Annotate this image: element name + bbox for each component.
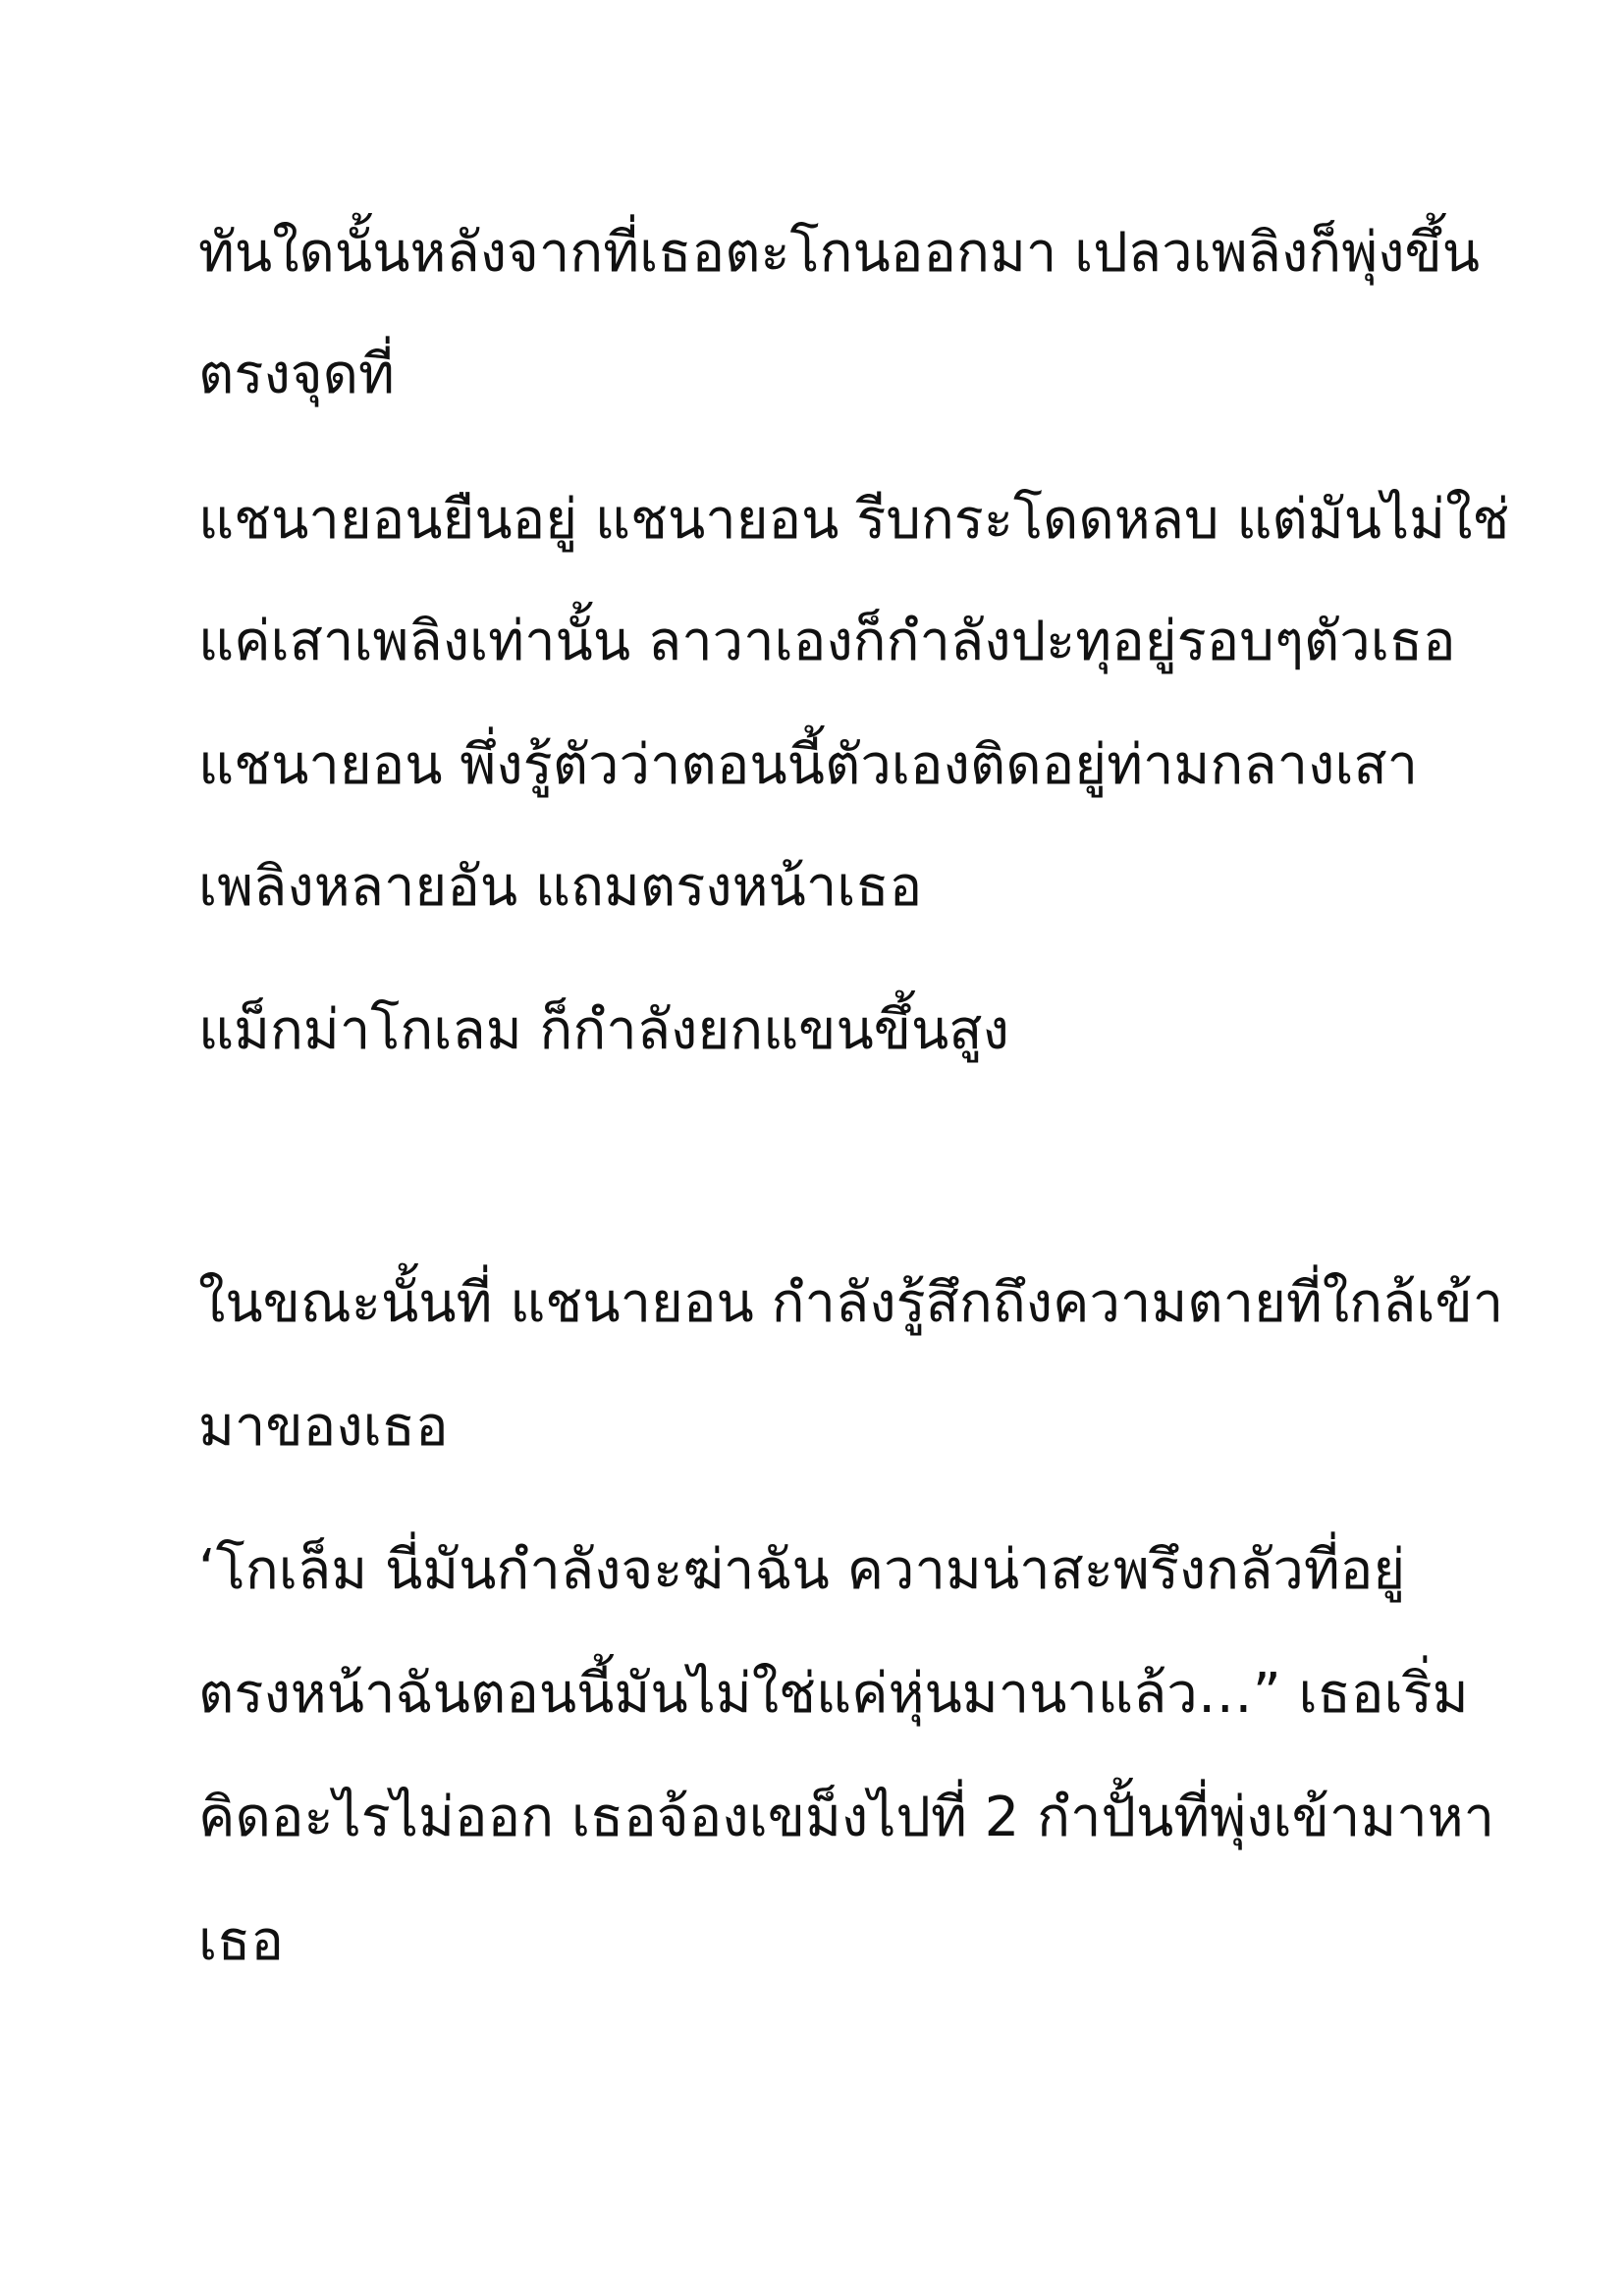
text-line-10: ‘โกเล็ม นี่มันกำลังจะฆ่าฉัน ความน่าสะพรึงกลัวที่อยู่	[198, 1538, 1406, 1602]
text-line-11: ตรงหน้าฉันตอนนี้มันไม่ใช่แค่หุ่นมานาแล้ว…” เธอเริ่ม	[198, 1662, 1469, 1726]
text-line-8: ในขณะนั้นที่ แชนายอน กำลังรู้สึกถึงความตายที่ใกล้เข้า	[198, 1271, 1504, 1335]
text-line-4: แค่เสาเพลิงเท่านั้น ลาวาเองก็กำลังปะทุอยู่รอบๆตัวเธอ	[198, 610, 1456, 673]
text-line-9: มาของเธอ	[198, 1395, 449, 1459]
text-line-1: ทันใดนั้นหลังจากที่เธอตะโกนออกมา เปลวเพลิงก็พุ่งขึ้น	[198, 221, 1481, 285]
text-line-12: คิดอะไรไม่ออก เธอจ้องเขม็งไปที่ 2 กำปั้นที่พุ่งเข้ามาหา	[198, 1786, 1495, 1849]
text-line-6: เพลิงหลายอัน แถมตรงหน้าเธอ	[198, 855, 923, 919]
text-line-13: เธอ	[198, 1909, 284, 1973]
text-line-5: แชนายอน พึ่งรู้ตัวว่าตอนนี้ตัวเองติดอยู่ท่ามกลางเสา	[198, 733, 1419, 797]
text-line-3: แชนายอนยืนอยู่ แชนายอน รีบกระโดดหลบ แต่มันไม่ใช่	[198, 488, 1510, 552]
text-line-7: แม็กม่าโกเลม ก็กำลังยกแขนขึ้นสูง	[198, 998, 1009, 1062]
text-line-2: ตรงจุดที่	[198, 343, 395, 406]
